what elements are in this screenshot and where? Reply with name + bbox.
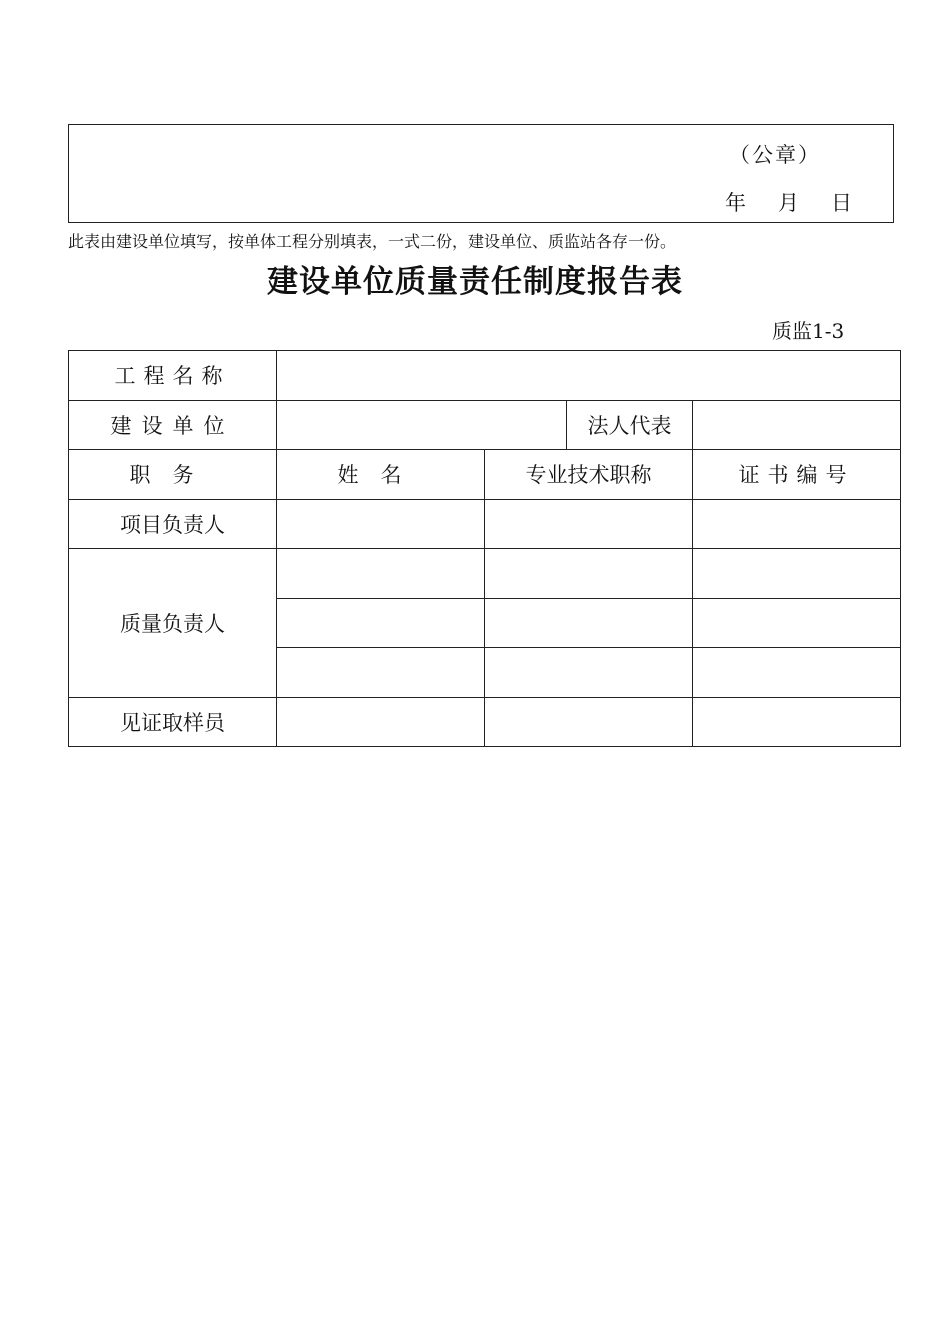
builder-label: 建设单位: [69, 400, 277, 450]
sampler-name-field[interactable]: [277, 697, 485, 747]
quality-lead-title-field[interactable]: [485, 648, 693, 698]
date-day: 日: [831, 191, 852, 215]
quality-lead-cert-field[interactable]: [693, 549, 901, 599]
table-row: [69, 450, 901, 500]
seal-box: [68, 124, 894, 223]
table-row: [69, 400, 901, 450]
project-lead-title-field[interactable]: [485, 499, 693, 549]
header-position: 职务: [69, 450, 277, 500]
table-row: [69, 549, 901, 599]
quality-lead-name-field[interactable]: [277, 549, 485, 599]
date-year: 年: [725, 191, 746, 215]
report-table: [68, 350, 901, 747]
project-lead-name-field[interactable]: [277, 499, 485, 549]
quality-lead-cert-field[interactable]: [693, 598, 901, 648]
table-row: [69, 351, 901, 401]
quality-lead-name-field[interactable]: [277, 598, 485, 648]
quality-lead-title-field[interactable]: [485, 598, 693, 648]
builder-field[interactable]: [277, 400, 567, 450]
form-code: 质监1-3: [772, 319, 845, 343]
table-row: [69, 499, 901, 549]
quality-lead-label: 质量负责人: [69, 549, 277, 698]
date-month: 月: [778, 191, 799, 215]
seal-date: [709, 187, 868, 217]
instruction-note: 此表由建设单位填写，按单体工程分别填表，一式二份，建设单位、质监站各存一份。: [68, 232, 677, 251]
project-name-field[interactable]: [277, 351, 901, 401]
sampler-title-field[interactable]: [485, 697, 693, 747]
project-lead-cert-field[interactable]: [693, 499, 901, 549]
header-name: 姓名: [277, 450, 485, 500]
seal-label: （公章）: [729, 143, 821, 167]
table-row: [69, 697, 901, 747]
quality-lead-title-field[interactable]: [485, 549, 693, 599]
project-name-label: 工程名称: [69, 351, 277, 401]
sampler-cert-field[interactable]: [693, 697, 901, 747]
page-title: 建设单位质量责任制度报告表: [267, 264, 683, 300]
legal-rep-field[interactable]: [693, 400, 901, 450]
quality-lead-cert-field[interactable]: [693, 648, 901, 698]
quality-lead-name-field[interactable]: [277, 648, 485, 698]
sampler-label: 见证取样员: [69, 697, 277, 747]
header-certificate: 证书编号: [693, 450, 901, 500]
header-title: 专业技术职称: [485, 450, 693, 500]
legal-rep-label: 法人代表: [567, 400, 693, 450]
project-lead-label: 项目负责人: [69, 499, 277, 549]
